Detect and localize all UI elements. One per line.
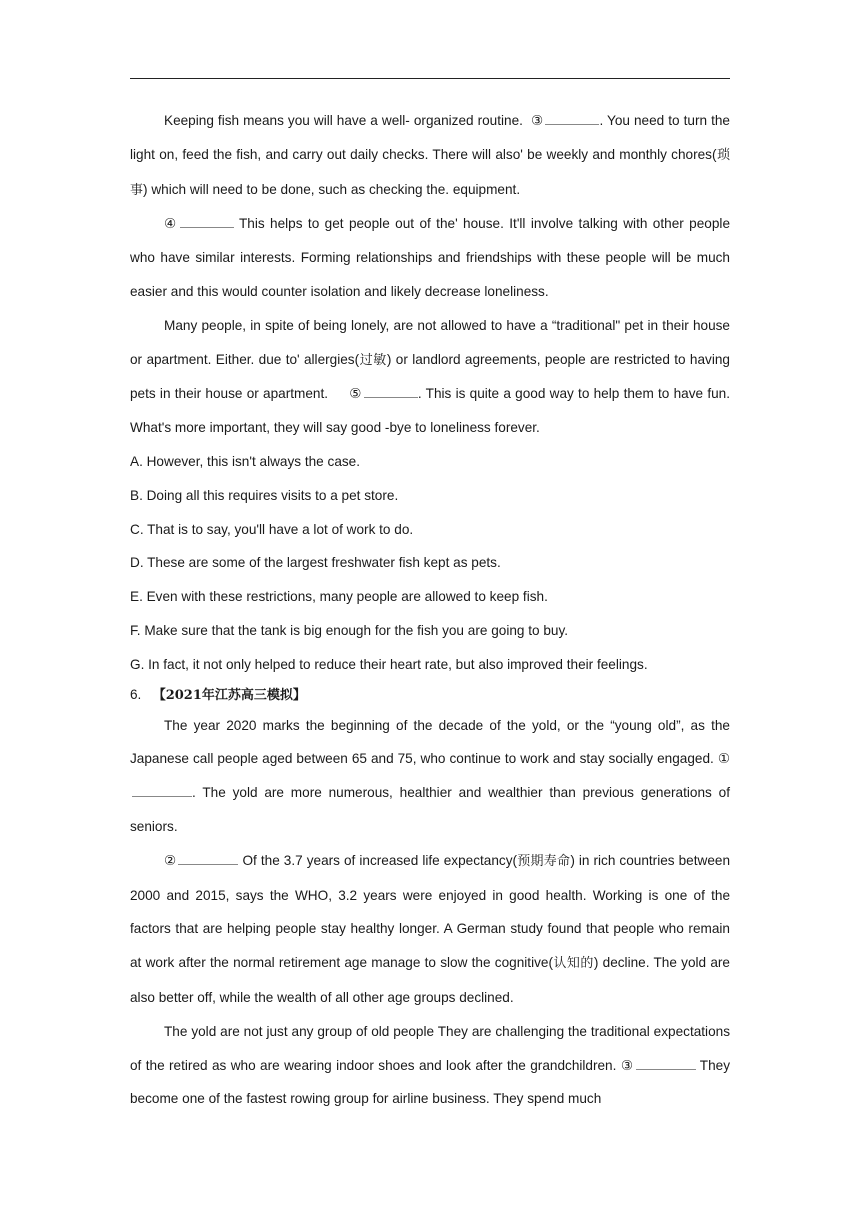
- paragraph-text: . The yold are more numerous, healthier and wealthier than previous generations of seniors.: [130, 785, 730, 834]
- paragraph-text: They become one of the fastest rowing group for airline business. They spend much: [130, 1057, 730, 1107]
- option-f: F. Make sure that the tank is big enough for the fish you are going to buy.: [130, 622, 569, 638]
- paragraph-text: ) or landlord agreements, people are restricted to having pets in their house or apartment.: [130, 351, 730, 402]
- paragraph-4: [130, 709, 730, 844]
- answer-blank[interactable]: [364, 383, 418, 398]
- paragraph-text: Keeping fish means you will have a well- organized routine.: [164, 113, 523, 128]
- paragraph-5: [130, 844, 730, 1015]
- paragraph-text: ) decline. The yold are also better off, while the wealth of all other age groups declined.: [130, 955, 730, 1005]
- paragraph-text: Of the 3.7 years of increased life expectancy(: [238, 852, 518, 868]
- question-number: 6.: [130, 686, 142, 702]
- chinese-gloss: 琐事: [130, 147, 730, 198]
- paragraph-2: [130, 207, 730, 308]
- option-d: D. These are some of the largest freshwater fish kept as pets.: [130, 555, 501, 571]
- paragraph-3: [130, 309, 730, 445]
- chinese-gloss: 过敏: [359, 352, 387, 368]
- option-c: C. That is to say, you'll have a lot of work to do.: [130, 521, 414, 537]
- answer-blank[interactable]: [636, 1055, 696, 1070]
- blank-number: ①: [717, 751, 730, 767]
- paragraph-1: [130, 104, 730, 207]
- option-b: B. Doing all this requires visits to a pet store.: [130, 487, 399, 503]
- blank-number: ③: [531, 113, 544, 128]
- paragraph-6: [130, 1015, 730, 1116]
- answer-blank[interactable]: [178, 850, 238, 865]
- paragraph-text: The year 2020 marks the beginning of the decade of the yold, or the “young old”, as the Japanese call people aged between 65 and 75, who continue to work and stay socially engaged.: [130, 717, 730, 767]
- question-heading: [130, 682, 730, 709]
- paragraph-text: This helps to get people out of the' house. It'll involve talking with other people who have similar interests. Forming relationships and friendships with these people will be much easier and this would counter isolation and likely decrease loneliness.: [130, 216, 730, 299]
- blank-number: ③: [620, 1057, 634, 1073]
- chinese-gloss: 认知的: [552, 956, 594, 972]
- paragraph-text: Many people, in spite of being lonely, are not allowed to have a “traditional" pet in their house or apartment. Either. due to' allergies(: [130, 317, 730, 367]
- blank-number: ②: [164, 852, 177, 868]
- paragraph-text: ) in rich countries between 2000 and 2015, says the WHO, 3.2 years were enjoyed in good health. Working is one of the factors that are helping people stay healthy longer. A German study found that people who remain at work after the normal retirement age manage to slow the cognitive(: [130, 852, 730, 971]
- paragraph-text: The yold are not just any group of old people They are challenging the traditional expectations of the retired as who are wearing indoor shoes and look after the grandchildren.: [130, 1023, 730, 1073]
- answer-blank[interactable]: [180, 213, 234, 228]
- option-a: A. However, this isn't always the case.: [130, 453, 361, 469]
- paragraph-text: . This is quite a good way to help them to have fun. What's more important, they will say good -bye to loneliness forever.: [130, 386, 730, 436]
- question-source-tag: 【2021年江苏高三模拟】: [152, 687, 306, 703]
- header-rule: [130, 78, 730, 79]
- blank-number: ⑤: [349, 386, 362, 402]
- answer-blank[interactable]: [132, 782, 192, 797]
- option-e: E. Even with these restrictions, many people are allowed to keep fish.: [130, 589, 548, 605]
- chinese-gloss: 预期寿命: [517, 853, 571, 869]
- paragraph-text: ) which will need to be done, such as checking the. equipment.: [143, 181, 521, 197]
- document-page: [130, 104, 730, 1116]
- option-g: G. In fact, it not only helped to reduce their heart rate, but also improved their feelings.: [130, 656, 648, 672]
- paragraph-text: . You need to turn the light on, feed the fish, and carry out daily checks. There will also' be weekly and monthly chores(: [130, 113, 730, 162]
- answer-blank[interactable]: [545, 110, 599, 125]
- blank-number: ④: [164, 216, 178, 232]
